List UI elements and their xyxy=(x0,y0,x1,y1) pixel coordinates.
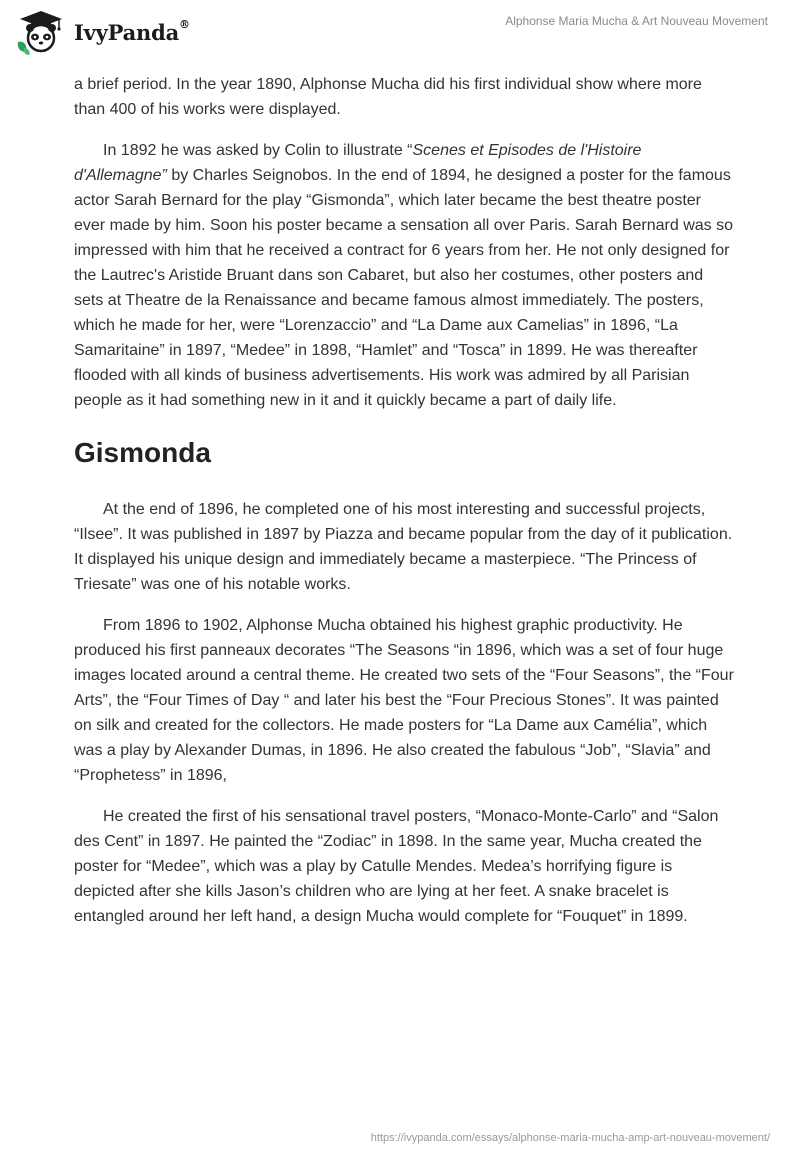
essay-content xyxy=(74,72,734,945)
paragraph-4: From 1896 to 1902, Alphonse Mucha obtained his highest graphic productivity. He produced his first panneaux decorates “The Seasons “in 1896, which was a set of four huge images located around a central theme. He created two sets of the “Four Seasons”, the “Four Arts”, the “Four Times of Day “ and later his best the “Four Precious Stones”. It was painted on silk and created for the collectors. He made posters for “La Dame aux Camélia”, which was a play by Alexander Dumas, in 1896. He also created the fabulous “Job”, “Slavia” and “Prophetess” in 1896, xyxy=(74,617,734,784)
paragraph-2: In 1892 he was asked by Colin to illustrate “Scenes et Episodes de l'Histoire d'Allemagne” by Charles Seignobos. In the end of 1894, he designed a poster for the famous actor Sarah Bernard for the play “Gismonda”, which later became the best theatre poster ever made by him. Soon his poster became a sensation all over Paris. Sarah Bernard was so impressed with him that he received a contract for 6 years from her. He not only designed for the Lautrec's Aristide Bruant dans son Cabaret, but also her costumes, other posters and sets at Theatre de la Renaissance and became famous almost immediately. The posters, which he made for her, were “Lorenzaccio” and “La Dame aux Camelias” in 1896, “La Samaritaine” in 1897, “Medee” in 1898, “Hamlet” and “Tosca” in 1899. He was thereafter flooded with all kinds of business advertisements. His work was admired by all Parisian people as it had something new in it and it quickly became a part of daily life. xyxy=(74,142,733,409)
section-heading: Gismonda xyxy=(74,437,211,468)
page-header xyxy=(0,0,800,66)
paragraph-3: At the end of 1896, he completed one of his most interesting and successful projects, “Ilsee”. It was published in 1897 by Piazza and became popular from the day of it publication. It displayed his unique design and immediately became a masterpiece. “The Princess of Triesate” was one of his notable works. xyxy=(74,501,733,593)
source-url[interactable]: https://ivypanda.com/essays/alphonse-maria-mucha-amp-art-nouveau-movement/ xyxy=(370,1132,770,1144)
document-title: Alphonse Maria Mucha & Art Nouveau Movement xyxy=(505,14,768,28)
ivypanda-logo[interactable] xyxy=(14,8,190,56)
logo-wordmark: IvyPanda® xyxy=(74,17,190,45)
paragraph-1: a brief period. In the year 1890, Alphonse Mucha did his first individual show where more than 400 of his works were displayed. xyxy=(74,76,702,118)
book-title-italic: Scenes et Episodes de l'Histoire d'Allemagne” xyxy=(74,142,642,184)
panda-graduate-icon xyxy=(14,8,66,56)
paragraph-5: He created the first of his sensational travel posters, “Monaco-Monte-Carlo” and “Salon des Cent” in 1897. He painted the “Zodiac” in 1898. In the same year, Mucha created the poster for “Medee”, which was a play by Catulle Mendes. Medea’s horrifying figure is depicted after she kills Jason’s children who are lying at her feet. A snake bracelet is entangled around her left hand, a design Mucha would complete for “Fouquet” in 1899. xyxy=(74,808,719,925)
